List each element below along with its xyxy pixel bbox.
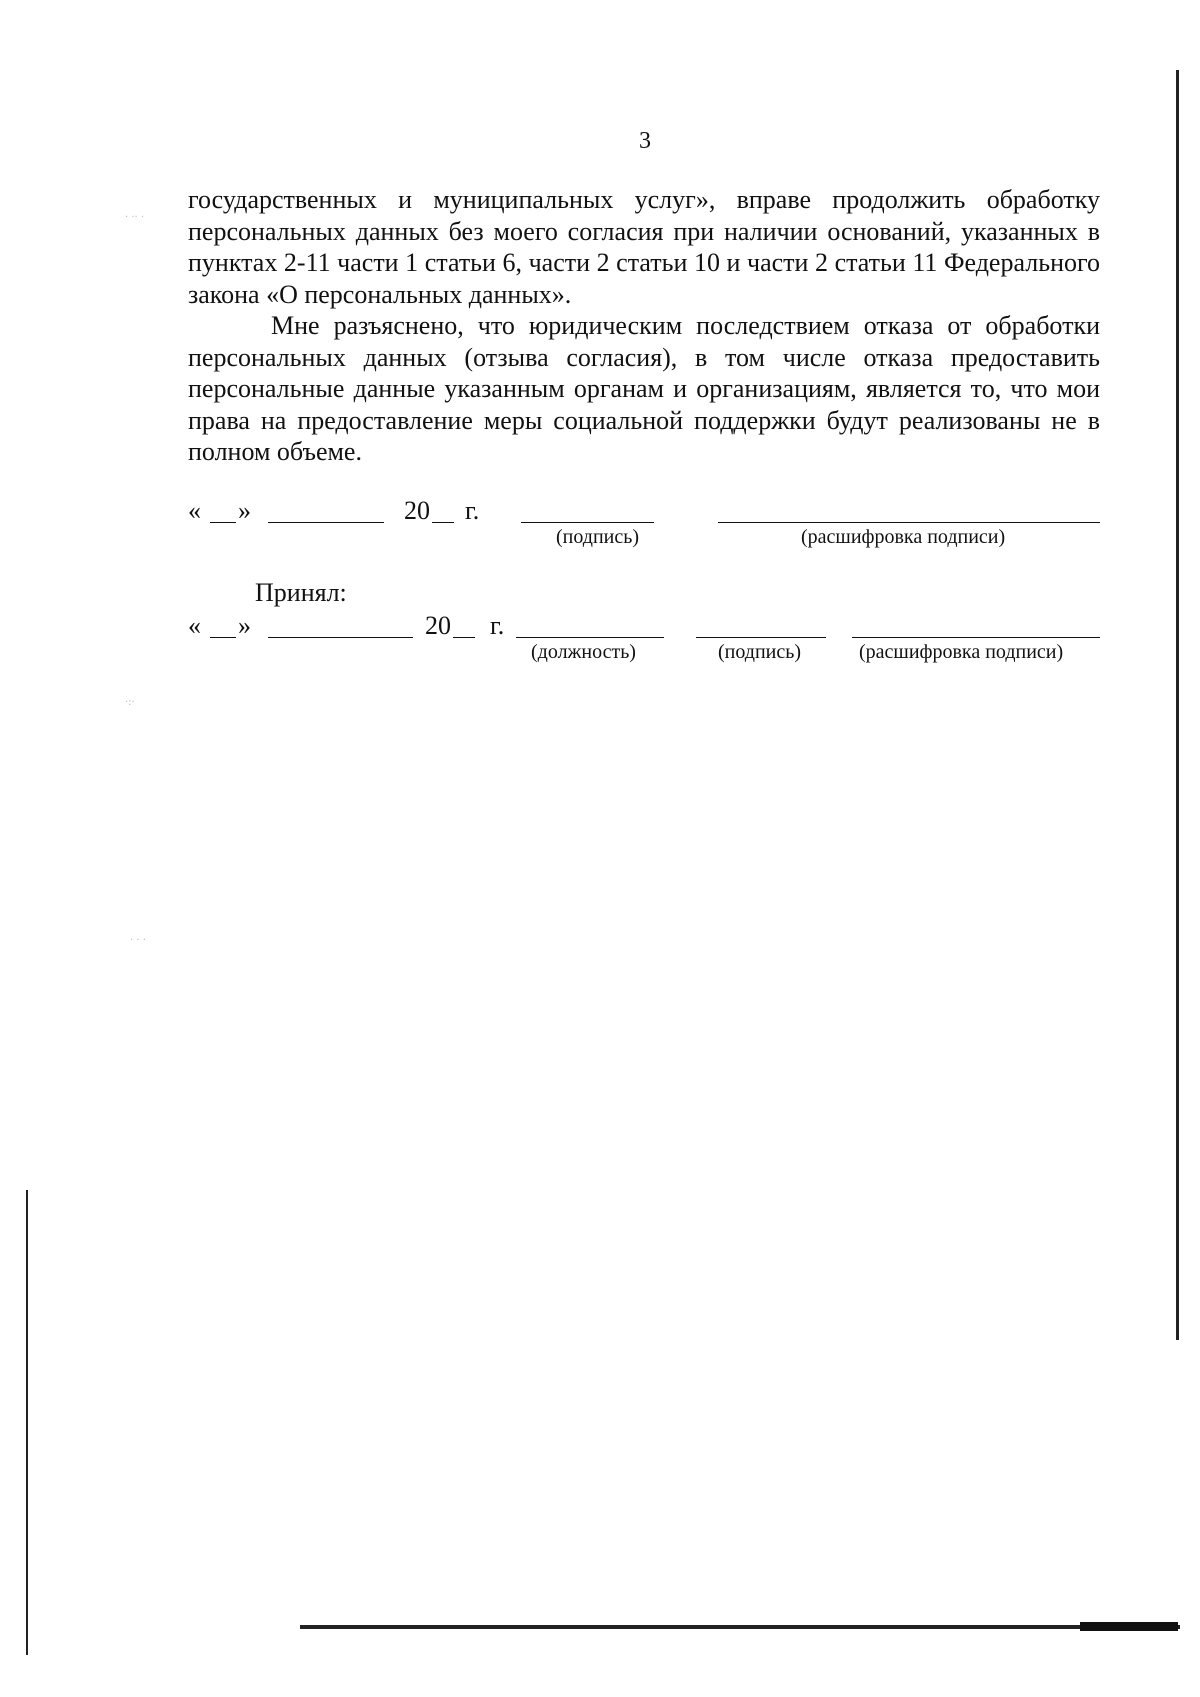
year-suffix: г. [490,611,505,640]
caption-decoding: (расшифровка подписи) [801,526,1006,548]
caption-decoding: (расшифровка подписи) [859,641,1064,663]
scan-border-left [26,1190,28,1655]
year-blank[interactable] [432,522,454,523]
page-number: 3 [639,128,651,154]
signature-blank[interactable] [696,637,826,638]
caption-position: (должность) [531,641,636,663]
decoding-blank[interactable] [718,522,1100,523]
signature-blank[interactable] [521,522,654,523]
paragraph-consequences: Мне разъяснено, что юридическим последствием отказа от обработки персональных данных (отзыва согласия), в том числе отказа предоставить персональные данные указанным органам и организациям, является то, что мои права на предоставление меры социальной поддержки будут реализованы не в полном объеме. [188,311,1100,466]
caption-signature: (подпись) [556,526,640,548]
caption-signature: (подпись) [718,641,802,663]
document-body [188,184,1100,468]
open-quote: « [188,496,201,525]
scan-speck: · ·· · [125,212,145,223]
month-blank[interactable] [268,522,384,523]
day-blank[interactable] [210,522,236,523]
position-blank[interactable] [516,637,664,638]
scan-border-bottom-thick [1080,1622,1178,1631]
close-quote: » [238,611,251,640]
year-blank[interactable] [453,637,475,638]
decoding-blank[interactable] [852,637,1100,638]
open-quote: « [188,611,201,640]
paragraph-continuation: государственных и муниципальных услуг», вправе продолжить обработку персональных данных без моего согласия при наличии оснований, указанных в пунктах 2-11 части 1 статьи 6, части 2 статьи 10 и части 2 статьи 11 Федерального закона «О персональных данных». [188,185,1100,309]
scan-border-right [1176,70,1179,1340]
close-quote: » [238,496,251,525]
year-prefix: 20 [425,611,451,640]
scan-speck: · · · [130,935,146,946]
year-prefix: 20 [404,496,430,525]
scan-border-bottom [300,1625,1180,1629]
scan-speck: ·:· [125,697,135,708]
accepted-label: Принял: [255,578,347,607]
year-suffix: г. [465,496,480,525]
day-blank[interactable] [210,637,236,638]
month-blank[interactable] [268,637,413,638]
